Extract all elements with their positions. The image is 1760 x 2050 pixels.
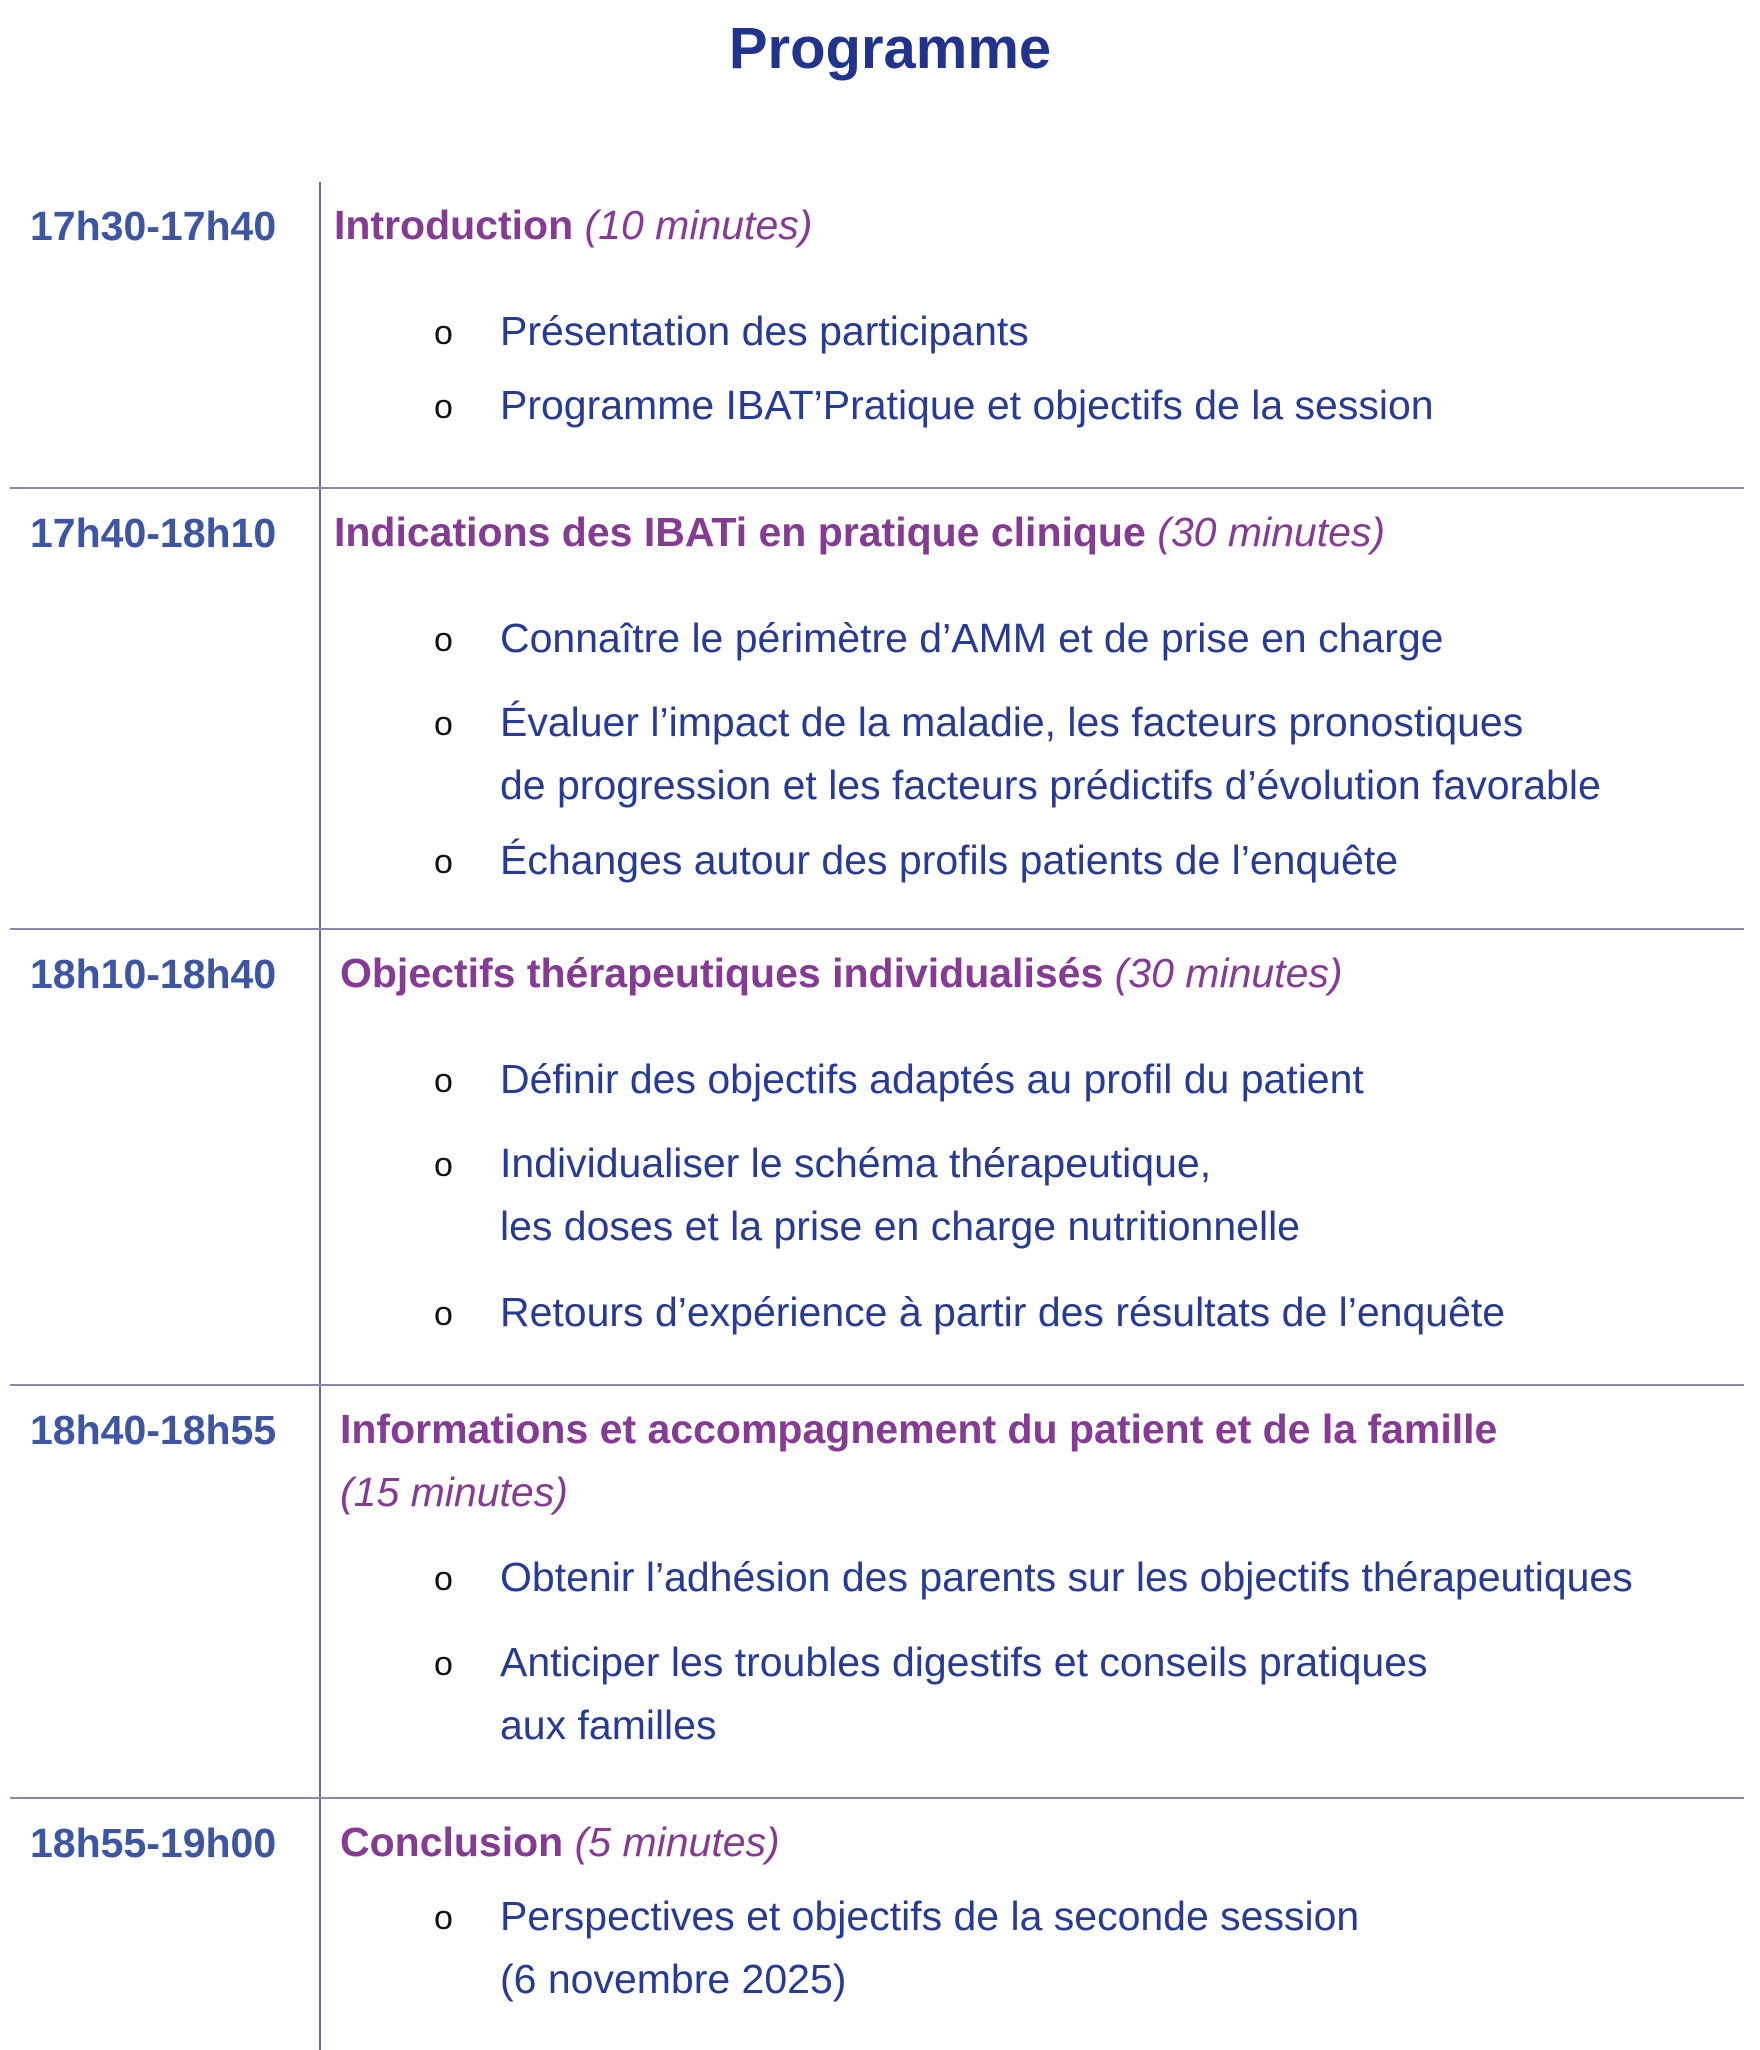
section-title-text: Objectifs thérapeutiques individualisés [340, 950, 1104, 996]
bullet-circle-icon: o [434, 1560, 453, 1598]
list-item: Anticiper les troubles digestifs et conseils pratiques [500, 1639, 1428, 1685]
page-title: Programme [728, 16, 1052, 81]
row-divider-1 [10, 487, 1744, 489]
bullet-circle-icon: o [434, 705, 453, 743]
time-slot: 17h30-17h40 [30, 203, 277, 249]
bullet-circle-icon: o [434, 1295, 453, 1333]
list-item: Retours d’expérience à partir des résultats de l’enquête [500, 1289, 1506, 1335]
list-item: Individualiser le schéma thérapeutique, [500, 1140, 1212, 1186]
list-item-continuation: les doses et la prise en charge nutritionnelle [500, 1203, 1300, 1249]
section-title [334, 194, 812, 257]
list-item-continuation: de progression et les facteurs prédictifs d’évolution favorable [500, 762, 1601, 808]
list-item: Obtenir l’adhésion des parents sur les objectifs thérapeutiques [500, 1554, 1633, 1600]
list-item: Présentation des participants [500, 308, 1029, 354]
list-item-continuation: (6 novembre 2025) [500, 1956, 847, 2002]
section-title-text: Conclusion [340, 1819, 564, 1865]
list-item-continuation: aux familles [500, 1702, 717, 1748]
section-duration: (30 minutes) [1157, 509, 1386, 555]
section-duration-line [340, 1461, 568, 1524]
section-title [340, 942, 1343, 1005]
time-slot: 18h55-19h00 [30, 1820, 277, 1866]
bullet-circle-icon: o [434, 1062, 453, 1100]
section-title-text: Indications des IBATi en pratique clinique [334, 509, 1146, 555]
column-divider [319, 182, 321, 2050]
bullet-circle-icon: o [434, 314, 453, 352]
list-item: Perspectives et objectifs de la seconde session [500, 1893, 1360, 1939]
list-item: Définir des objectifs adaptés au profil du patient [500, 1056, 1364, 1102]
section-duration: (5 minutes) [574, 1819, 780, 1865]
list-item: Échanges autour des profils patients de l’enquête [500, 837, 1399, 883]
time-slot: 18h40-18h55 [30, 1407, 277, 1453]
list-item: Connaître le périmètre d’AMM et de prise en charge [500, 615, 1444, 661]
bullet-circle-icon: o [434, 1899, 453, 1937]
row-divider-4 [10, 1797, 1744, 1799]
bullet-circle-icon: o [434, 843, 453, 881]
section-title-text: Introduction [334, 202, 574, 248]
section-title [334, 501, 1385, 564]
bullet-circle-icon: o [434, 1146, 453, 1184]
list-item: Programme IBAT’Pratique et objectifs de la session [500, 382, 1434, 428]
time-slot: 18h10-18h40 [30, 951, 277, 997]
row-divider-2 [10, 928, 1744, 930]
time-slot: 17h40-18h10 [30, 510, 277, 556]
bullet-circle-icon: o [434, 621, 453, 659]
section-title [340, 1398, 1497, 1461]
section-title [340, 1811, 780, 1874]
section-duration: (30 minutes) [1114, 950, 1343, 996]
list-item: Évaluer l’impact de la maladie, les facteurs pronostiques [500, 699, 1524, 745]
bullet-circle-icon: o [434, 1645, 453, 1683]
section-duration: (10 minutes) [584, 202, 813, 248]
bullet-circle-icon: o [434, 388, 453, 426]
section-duration: (15 minutes) [340, 1469, 568, 1515]
row-divider-3 [10, 1384, 1744, 1386]
section-title-text: Informations et accompagnement du patient et de la famille [340, 1406, 1498, 1452]
